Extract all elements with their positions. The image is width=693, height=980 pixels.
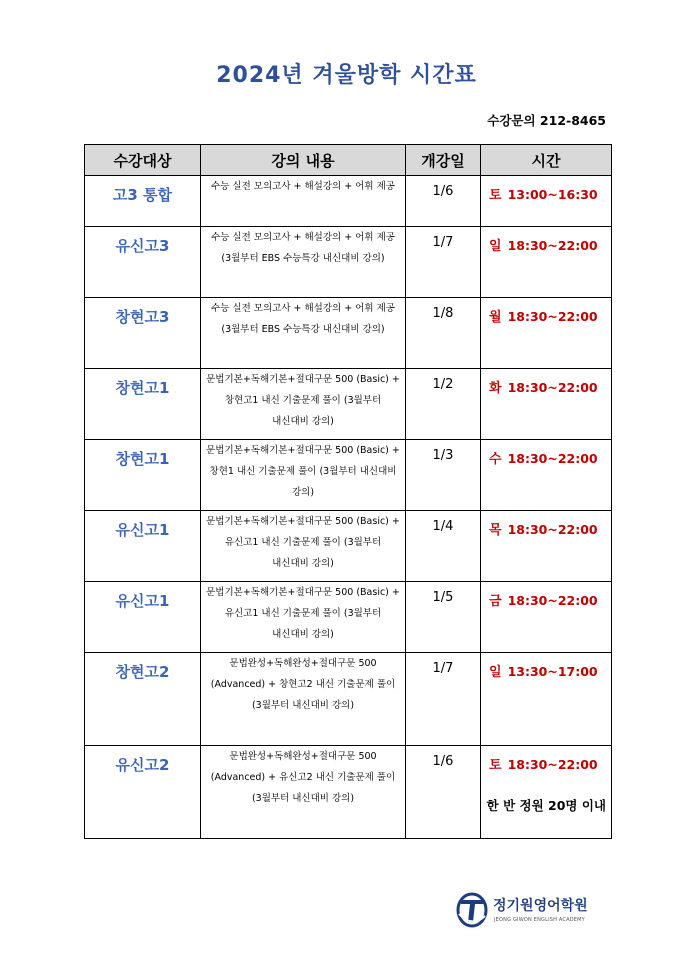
day-label: 일: [489, 239, 502, 254]
date-cell: 1/6: [406, 746, 481, 839]
target-cell: 창현고1: [85, 369, 201, 440]
day-label: 금: [489, 594, 502, 609]
table-row: [85, 369, 612, 440]
day-label: 토: [489, 188, 502, 203]
day-label: 수: [489, 452, 502, 467]
content-cell: 문법기본+독해기본+절대구문 500 (Basic) + 유신고1 내신 기출문제 풀이 (3월부터 내신대비 강의): [201, 511, 406, 582]
time-cell: [481, 653, 612, 746]
time-range: 18:30~22:00: [507, 451, 598, 466]
content-cell: 수능 실전 모의고사 + 해설강의 + 어휘 제공 (3월부터 EBS 수능특강 내신대비 강의): [201, 298, 406, 369]
logo-name: 정기원영어학원: [493, 898, 588, 914]
table-row: [85, 227, 612, 298]
date-cell: 1/7: [406, 227, 481, 298]
date-cell: 1/8: [406, 298, 481, 369]
table-row: [85, 511, 612, 582]
time-range: 18:30~22:00: [507, 757, 598, 772]
time-cell: [481, 746, 612, 839]
header-content: 강의 내용: [201, 145, 406, 176]
table-header-row: [85, 145, 612, 176]
content-cell: 문법완성+독해완성+절대구문 500 (Advanced) + 유신고2 내신 기출문제 풀이 (3월부터 내신대비 강의): [201, 746, 406, 839]
date-cell: 1/7: [406, 653, 481, 746]
day-label: 화: [489, 381, 502, 396]
target-cell: 창현고3: [85, 298, 201, 369]
table-row: [85, 440, 612, 511]
header-target: 수강대상: [85, 145, 201, 176]
header-start-date: 개강일: [406, 145, 481, 176]
time-cell: [481, 176, 612, 227]
time-cell: [481, 227, 612, 298]
day-label: 토: [489, 758, 502, 773]
table-row: [85, 582, 612, 653]
time-range: 18:30~22:00: [507, 238, 598, 253]
time-cell: [481, 440, 612, 511]
content-cell: 문법기본+독해기본+절대구문 500 (Basic) + 유신고1 내신 기출문제 풀이 (3월부터 내신대비 강의): [201, 582, 406, 653]
target-cell: 유신고1: [85, 582, 201, 653]
target-cell: 고3 통합: [85, 176, 201, 227]
target-cell: 유신고3: [85, 227, 201, 298]
table-row: [85, 176, 612, 227]
time-cell: [481, 369, 612, 440]
content-cell: 문법완성+독해완성+절대구문 500 (Advanced) + 창현고2 내신 기출문제 풀이 (3월부터 내신대비 강의): [201, 653, 406, 746]
day-label: 일: [489, 665, 502, 680]
contact-info: 수강문의 212-8465: [487, 113, 606, 128]
day-label: 목: [489, 523, 502, 538]
schedule-table: [84, 144, 612, 839]
header-time: 시간: [481, 145, 612, 176]
date-cell: 1/5: [406, 582, 481, 653]
logo-subtitle: JEONG GIWON ENGLISH ACADEMY: [494, 917, 585, 923]
time-range: 18:30~22:00: [507, 593, 598, 608]
content-cell: 문법기본+독해기본+절대구문 500 (Basic) + 창현1 내신 기출문제 풀이 (3월부터 내신대비 강의): [201, 440, 406, 511]
table-row: [85, 298, 612, 369]
table-row: [85, 653, 612, 746]
date-cell: 1/6: [406, 176, 481, 227]
content-cell: 수능 실전 모의고사 + 해설강의 + 어휘 제공 (3월부터 EBS 수능특강 내신대비 강의): [201, 227, 406, 298]
date-cell: 1/2: [406, 369, 481, 440]
time-cell: [481, 582, 612, 653]
date-cell: 1/3: [406, 440, 481, 511]
target-cell: 유신고2: [85, 746, 201, 839]
page-title: 2024년 겨울방학 시간표: [216, 63, 477, 88]
time-range: 18:30~22:00: [507, 309, 598, 324]
time-range: 18:30~22:00: [507, 380, 598, 395]
content-cell: 문법기본+독해기본+절대구문 500 (Basic) + 창현고1 내신 기출문제 풀이 (3월부터 내신대비 강의): [201, 369, 406, 440]
date-cell: 1/4: [406, 511, 481, 582]
table-row: [85, 746, 612, 839]
day-label: 월: [489, 310, 502, 325]
content-cell: 수능 실전 모의고사 + 해설강의 + 어휘 제공: [201, 176, 406, 227]
target-cell: 창현고2: [85, 653, 201, 746]
time-range: 18:30~22:00: [507, 522, 598, 537]
logo-emblem-icon: [455, 890, 489, 930]
time-cell: [481, 298, 612, 369]
time-cell: [481, 511, 612, 582]
capacity-note: 한 반 정원 20명 이내: [486, 798, 606, 813]
time-range: 13:30~17:00: [507, 664, 598, 679]
time-range: 13:00~16:30: [507, 187, 598, 202]
target-cell: 창현고1: [85, 440, 201, 511]
academy-logo: [455, 888, 615, 938]
target-cell: 유신고1: [85, 511, 201, 582]
